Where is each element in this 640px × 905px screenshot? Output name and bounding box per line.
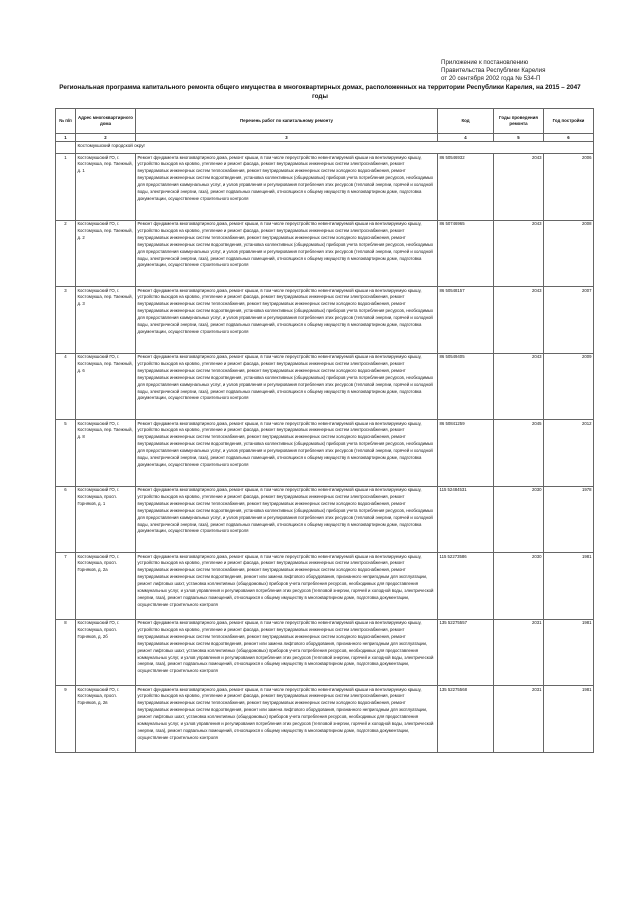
- column-number: 6: [544, 134, 594, 142]
- table-row: [56, 619, 594, 686]
- table-row: [56, 553, 594, 620]
- row-address: Костомукшский ГО, г. Костомукша, пер. Таежный, д. 3: [76, 287, 136, 354]
- row-repair-year: 2031: [494, 686, 544, 753]
- row-repair-year: 2031: [494, 619, 544, 686]
- row-number: 8: [56, 619, 76, 686]
- district-row: [56, 142, 594, 154]
- header-num: № п/п: [56, 109, 76, 134]
- row-code: 115 52484531: [438, 486, 494, 553]
- row-built-year: 2009: [544, 353, 594, 420]
- column-number: 4: [438, 134, 494, 142]
- row-works: Ремонт фундамента многоквартирного дома, ремонт крыши, в том числе переустройство невентилируемой крыши на вентилируемую крышу, устройство выходов на кровлю, утепление и ремонт фасада, ремонт внутридомовых инженерных систем электроснабжения, ремонт внутридомовых инженерных систем теплоснабжения, ремонт внутридомовых инженерных систем холодного водоснабжения, ремонт внутридомовых инженерных систем водоотведения, ремонт или замена лифтового оборудования, признанного непригодным для эксплуатации, ремонт лифтовых шахт, установка коллективных (общедомовых) приборов учета потребления ресурсов, необходимых для предоставления коммунальных услуг, и узлов управления и регулирования потребления этих ресурсов (тепловой энергии, горячей и холодной воды, электрической энергии, газа), ремонт подвальных помещений, относящихся к общему имуществу в многоквартирном доме, подготовка документации, осуществление строительного контроля: [136, 619, 438, 686]
- row-code: 86 50546932: [438, 154, 494, 221]
- row-number: 6: [56, 486, 76, 553]
- row-code: 86 50548157: [438, 287, 494, 354]
- row-number: 3: [56, 287, 76, 354]
- row-number: 5: [56, 420, 76, 487]
- row-built-year: 2006: [544, 154, 594, 221]
- column-number: 2: [76, 134, 136, 142]
- repair-program-table: [55, 108, 594, 753]
- district-spacer: [56, 142, 76, 154]
- row-repair-year: 2030: [494, 553, 544, 620]
- header-built: Год постройки: [544, 109, 594, 134]
- row-code: 86 50549405: [438, 353, 494, 420]
- table-row: [56, 420, 594, 487]
- row-built-year: 2007: [544, 287, 594, 354]
- row-address: Костомукшский ГО, г. Костомукша, пер. Таежный, д. 2: [76, 220, 136, 287]
- row-repair-year: 2043: [494, 154, 544, 221]
- column-number: 5: [494, 134, 544, 142]
- table-row: [56, 486, 594, 553]
- row-address: Костомукшский ГО, г. Костомукша, пер. Таежный, д. 1: [76, 154, 136, 221]
- table-row: [56, 220, 594, 287]
- row-address: Костомукшский ГО, г. Костомукша, просп. Горняков, д. 1: [76, 486, 136, 553]
- table-row: [56, 287, 594, 354]
- table-row: [56, 686, 594, 753]
- row-works: Ремонт фундамента многоквартирного дома, ремонт крыши, в том числе переустройство невентилируемой крыши на вентилируемую крышу, устройство выходов на кровлю, утепление и ремонт фасада, ремонт внутридомовых инженерных систем электроснабжения, ремонт внутридомовых инженерных систем теплоснабжения, ремонт внутридомовых инженерных систем холодного водоснабжения, ремонт внутридомовых инженерных систем водоотведения, установка коллективных (общедомовых) приборов учета потребления ресурсов, необходимых для предоставления коммунальных услуг, и узлов управления и регулирования потребления этих ресурсов (тепловой энергии, горячей и холодной воды, электрической энергии, газа), ремонт подвальных помещений, относящихся к общему имуществу в многоквартирном доме, подготовка документации, осуществление строительного контроля: [136, 420, 438, 487]
- row-works: Ремонт фундамента многоквартирного дома, ремонт крыши, в том числе переустройство невентилируемой крыши на вентилируемую крышу, устройство выходов на кровлю, утепление и ремонт фасада, ремонт внутридомовых инженерных систем электроснабжения, ремонт внутридомовых инженерных систем теплоснабжения, ремонт внутридомовых инженерных систем холодного водоснабжения, ремонт внутридомовых инженерных систем водоотведения, установка коллективных (общедомовых) приборов учета потребления ресурсов, необходимых для предоставления коммунальных услуг, и узлов управления и регулирования потребления этих ресурсов (тепловой энергии, горячей и холодной воды, электрической энергии, газа), ремонт подвальных помещений, относящихся к общему имуществу в многоквартирном доме, подготовка документации, осуществление строительного контроля: [136, 486, 438, 553]
- row-works: Ремонт фундамента многоквартирного дома, ремонт крыши, в том числе переустройство невентилируемой крыши на вентилируемую крышу, устройство выходов на кровлю, утепление и ремонт фасада, ремонт внутридомовых инженерных систем электроснабжения, ремонт внутридомовых инженерных систем теплоснабжения, ремонт внутридомовых инженерных систем холодного водоснабжения, ремонт внутридомовых инженерных систем водоотведения, установка коллективных (общедомовых) приборов учета потребления ресурсов, необходимых для предоставления коммунальных услуг, и узлов управления и регулирования потребления этих ресурсов (тепловой энергии, горячей и холодной воды, электрической энергии, газа), ремонт подвальных помещений, относящихся к общему имуществу в многоквартирном доме, подготовка документации, осуществление строительного контроля: [136, 220, 438, 287]
- row-built-year: 1981: [544, 553, 594, 620]
- note-line: Правительства Республики Карелия: [441, 67, 546, 74]
- row-built-year: 1981: [544, 619, 594, 686]
- column-number: 3: [136, 134, 438, 142]
- row-code: 135 52275568: [438, 686, 494, 753]
- table-row: [56, 154, 594, 221]
- row-works: Ремонт фундамента многоквартирного дома, ремонт крыши, в том числе переустройство невентилируемой крыши на вентилируемую крышу, устройство выходов на кровлю, утепление и ремонт фасада, ремонт внутридомовых инженерных систем электроснабжения, ремонт внутридомовых инженерных систем теплоснабжения, ремонт внутридомовых инженерных систем холодного водоснабжения, ремонт внутридомовых инженерных систем водоотведения, установка коллективных (общедомовых) приборов учета потребления ресурсов, необходимых для предоставления коммунальных услуг, и узлов управления и регулирования потребления этих ресурсов (тепловой энергии, горячей и холодной воды, электрической энергии, газа), ремонт подвальных помещений, относящихся к общему имуществу в многоквартирном доме, подготовка документации, осуществление строительного контроля: [136, 154, 438, 221]
- row-repair-year: 2043: [494, 353, 544, 420]
- row-repair-year: 2043: [494, 220, 544, 287]
- row-built-year: 1978: [544, 486, 594, 553]
- row-address: Костомукшский ГО, г. Костомукша, пер. Таежный, д. 8: [76, 420, 136, 487]
- row-repair-year: 2030: [494, 486, 544, 553]
- row-number: 1: [56, 154, 76, 221]
- document-title: Региональная программа капитального ремонта общего имущества в многоквартирных домах, расположенных на территории Республики Карелия, на 2015 – 2047 годы: [59, 84, 581, 100]
- district-name: Костомукшский городской округ: [76, 142, 594, 154]
- header-row: [56, 109, 594, 134]
- row-number: 7: [56, 553, 76, 620]
- row-code: 86 50841259: [438, 420, 494, 487]
- header-works: Перечень работ по капитальному ремонту: [136, 109, 438, 134]
- row-repair-year: 2043: [494, 287, 544, 354]
- note-line: Приложение к постановлению: [441, 59, 529, 66]
- row-number: 4: [56, 353, 76, 420]
- row-built-year: 2008: [544, 220, 594, 287]
- column-number-row: [56, 134, 594, 142]
- row-address: Костомукшский ГО, г. Костомукша, просп. Горняков, д. 2а: [76, 553, 136, 620]
- row-repair-year: 2045: [494, 420, 544, 487]
- row-works: Ремонт фундамента многоквартирного дома, ремонт крыши, в том числе переустройство невентилируемой крыши на вентилируемую крышу, устройство выходов на кровлю, утепление и ремонт фасада, ремонт внутридомовых инженерных систем электроснабжения, ремонт внутридомовых инженерных систем теплоснабжения, ремонт внутридомовых инженерных систем холодного водоснабжения, ремонт внутридомовых инженерных систем водоотведения, установка коллективных (общедомовых) приборов учета потребления ресурсов, необходимых для предоставления коммунальных услуг, и узлов управления и регулирования потребления этих ресурсов (тепловой энергии, горячей и холодной воды, электрической энергии, газа), ремонт подвальных помещений, относящихся к общему имуществу в многоквартирном доме, подготовка документации, осуществление строительного контроля: [136, 287, 438, 354]
- row-address: Костомукшский ГО, г. Костомукша, просп. Горняков, д. 2б: [76, 619, 136, 686]
- resolution-note: [441, 59, 631, 83]
- row-built-year: 2012: [544, 420, 594, 487]
- table-row: [56, 353, 594, 420]
- row-number: 9: [56, 686, 76, 753]
- header-code: Код: [438, 109, 494, 134]
- row-address: Костомукшский ГО, г. Костомукша, просп. Горняков, д. 2в: [76, 686, 136, 753]
- row-works: Ремонт фундамента многоквартирного дома, ремонт крыши, в том числе переустройство невентилируемой крыши на вентилируемую крышу, устройство выходов на кровлю, утепление и ремонт фасада, ремонт внутридомовых инженерных систем электроснабжения, ремонт внутридомовых инженерных систем теплоснабжения, ремонт внутридомовых инженерных систем холодного водоснабжения, ремонт внутридомовых инженерных систем водоотведения, ремонт или замена лифтового оборудования, признанного непригодным для эксплуатации, ремонт лифтовых шахт, установка коллективных (общедомовых) приборов учета потребления ресурсов, необходимых для предоставления коммунальных услуг, и узлов управления и регулирования потребления этих ресурсов (тепловой энергии, горячей и холодной воды, электрической энергии, газа), ремонт подвальных помещений, относящихся к общему имуществу в многоквартирном доме, подготовка документации, осуществление строительного контроля: [136, 686, 438, 753]
- header-address: Адрес многоквартирного дома: [76, 109, 136, 134]
- row-number: 2: [56, 220, 76, 287]
- header-years: Годы проведения ремонта: [494, 109, 544, 134]
- row-works: Ремонт фундамента многоквартирного дома, ремонт крыши, в том числе переустройство невентилируемой крыши на вентилируемую крышу, устройство выходов на кровлю, утепление и ремонт фасада, ремонт внутридомовых инженерных систем электроснабжения, ремонт внутридомовых инженерных систем теплоснабжения, ремонт внутридомовых инженерных систем холодного водоснабжения, ремонт внутридомовых инженерных систем водоотведения, установка коллективных (общедомовых) приборов учета потребления ресурсов, необходимых для предоставления коммунальных услуг, и узлов управления и регулирования потребления этих ресурсов (тепловой энергии, горячей и холодной воды, электрической энергии, газа), ремонт подвальных помещений, относящихся к общему имуществу в многоквартирном доме, подготовка документации, осуществление строительного контроля: [136, 353, 438, 420]
- row-works: Ремонт фундамента многоквартирного дома, ремонт крыши, в том числе переустройство невентилируемой крыши на вентилируемую крышу, устройство выходов на кровлю, утепление и ремонт фасада, ремонт внутридомовых инженерных систем электроснабжения, ремонт внутридомовых инженерных систем теплоснабжения, ремонт внутридомовых инженерных систем холодного водоснабжения, ремонт внутридомовых инженерных систем водоотведения, ремонт или замена лифтового оборудования, признанного непригодным для эксплуатации, ремонт лифтовых шахт, установка коллективных (общедомовых) приборов учета потребления ресурсов, необходимых для предоставления коммунальных услуг, и узлов управления и регулирования потребления этих ресурсов (тепловой энергии, горячей и холодной воды, электрической энергии, газа), ремонт подвальных помещений, относящихся к общему имуществу в многоквартирном доме, подготовка документации, осуществление строительного контроля: [136, 553, 438, 620]
- row-code: 86 50746965: [438, 220, 494, 287]
- row-address: Костомукшский ГО, г. Костомукша, пер. Таежный, д. 6: [76, 353, 136, 420]
- row-built-year: 1981: [544, 686, 594, 753]
- row-code: 135 52275557: [438, 619, 494, 686]
- note-line: от 20 сентября 2002 года № 534-П: [441, 75, 541, 82]
- column-number: 1: [56, 134, 76, 142]
- row-code: 115 52273586: [438, 553, 494, 620]
